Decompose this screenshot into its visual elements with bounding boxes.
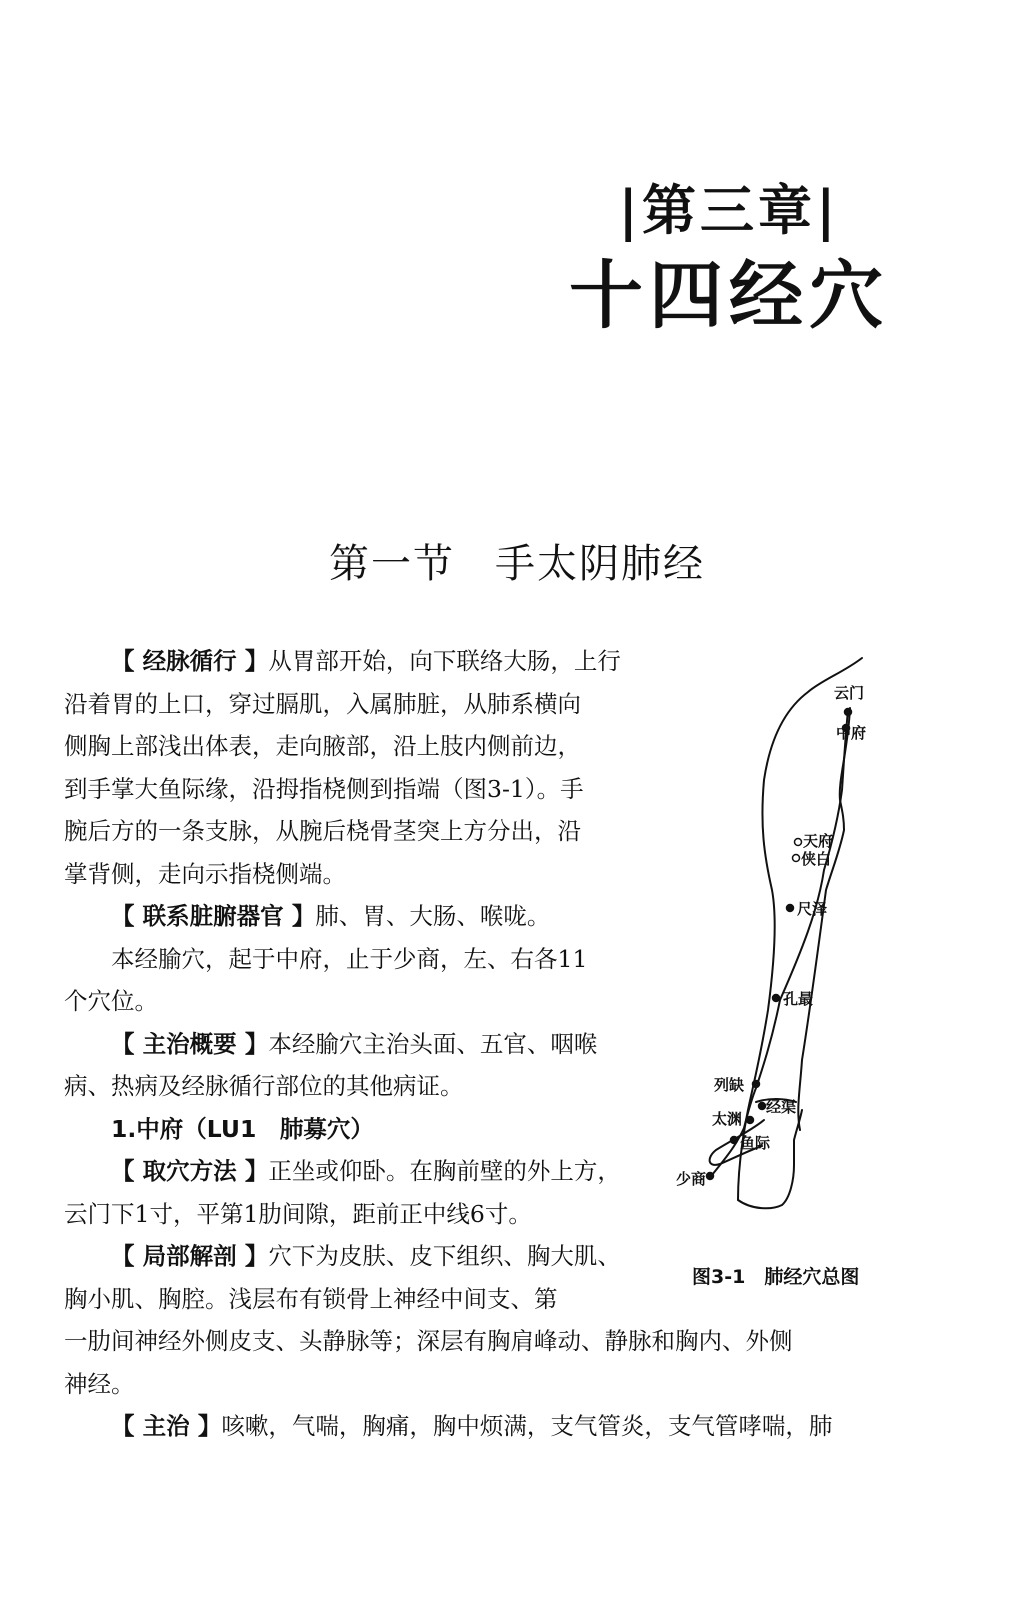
- meridian-course-line: 腕后方的一条支脉，从腕后桡骨茎突上方分出，沿: [64, 817, 581, 845]
- points-count-line: 个穴位。: [64, 987, 158, 1015]
- location-heading: 【 取穴方法 】: [111, 1157, 269, 1185]
- anatomy-line: 神经。: [64, 1369, 135, 1398]
- point-chize: [787, 905, 794, 912]
- anatomy-line: 一肋间神经外侧皮支、头静脉等；深层有胸肩峰动、静脉和胸内、外侧: [64, 1327, 793, 1355]
- section-label: 第一节: [329, 541, 455, 587]
- meridian-course-line: 侧胸上部浅出体表，走向腋部，沿上肢内侧前边，: [64, 732, 581, 760]
- indications-heading: 【 主治 】: [111, 1412, 222, 1440]
- indications-summary-line: 【 主治概要 】本经腧穴主治头面、五官、咽喉: [111, 1029, 598, 1058]
- chapter-label: |第三章|: [618, 178, 840, 242]
- hand-outline: [738, 1110, 802, 1208]
- meridian-course-line: 掌背侧，走向示指桡侧端。: [64, 859, 346, 888]
- anatomy-heading: 【 局部解剖 】: [111, 1242, 269, 1270]
- anatomy-line: 【 局部解剖 】穴下为皮肤、皮下组织、胸大肌、: [111, 1242, 621, 1270]
- meridian-course-heading: 【 经脉循行 】: [111, 647, 269, 675]
- point-yuji: [731, 1137, 738, 1144]
- figure-caption: 图3-1 肺经穴总图: [692, 1266, 860, 1288]
- points-count-line: 本经腧穴，起于中府，止于少商，左、右各11: [111, 944, 588, 973]
- location-line: 云门下1寸，平第1肋间隙，距前正中线6寸。: [64, 1199, 532, 1228]
- label-tianfu: 天府: [803, 832, 834, 850]
- label-zhongfu: 中府: [836, 724, 867, 742]
- label-shaoshang: 少商: [676, 1170, 707, 1188]
- meridian-course-line: 沿着胃的上口，穿过膈肌，入属肺脏，从肺系横向: [64, 689, 581, 718]
- organs-heading: 【 联系脏腑器官 】: [111, 902, 316, 930]
- indications-summary-line: 病、热病及经脉循行部位的其他病证。: [64, 1072, 464, 1100]
- label-lieque: 列缺: [714, 1076, 745, 1094]
- point-jingqu: [759, 1103, 766, 1110]
- indications-line: 【 主治 】咳嗽，气喘，胸痛，胸中烦满，支气管炎，支气管哮喘，肺: [111, 1412, 833, 1440]
- label-kongzui: 孔最: [783, 990, 814, 1008]
- label-yuji: 鱼际: [740, 1134, 771, 1152]
- meridian-course-line: 【 经脉循行 】从胃部开始，向下联络大肠，上行: [111, 647, 621, 675]
- organs-line: 【 联系脏腑器官 】肺、胃、大肠、喉咙。: [111, 902, 551, 930]
- label-xiabai: 侠白: [801, 850, 832, 868]
- location-line: 【 取穴方法 】正坐或仰卧。在胸前壁的外上方，: [111, 1157, 621, 1185]
- point-taiyuan: [747, 1117, 754, 1124]
- chapter-heading: [569, 175, 889, 341]
- point-xiabai: [793, 855, 800, 862]
- label-chize: 尺泽: [797, 900, 828, 918]
- arm-outline-inner: [798, 708, 850, 1130]
- point-shaoshang: [707, 1173, 714, 1180]
- point-tianfu: [795, 839, 802, 846]
- point-heading: 1.中府（LU1 肺募穴）: [111, 1114, 374, 1143]
- lung-meridian-figure: [672, 650, 972, 1210]
- point-yunmen: [845, 709, 852, 716]
- label-yunmen: 云门: [834, 684, 865, 702]
- label-taiyuan: 太渊: [712, 1110, 743, 1128]
- label-jingqu: 经渠: [766, 1098, 797, 1116]
- meridian-course-line: 到手掌大鱼际缘，沿拇指桡侧到指端（图3-1）。手: [64, 774, 584, 803]
- anatomy-line: 胸小肌、胸腔。浅层布有锁骨上神经中间支、第: [64, 1284, 558, 1313]
- chapter-title: 十四经穴: [569, 253, 889, 339]
- point-kongzui: [773, 995, 780, 1002]
- point-lieque: [753, 1081, 760, 1088]
- section-title: [0, 532, 1034, 589]
- section-name: 手太阴肺经: [495, 541, 705, 587]
- indications-summary-heading: 【 主治概要 】: [111, 1029, 269, 1058]
